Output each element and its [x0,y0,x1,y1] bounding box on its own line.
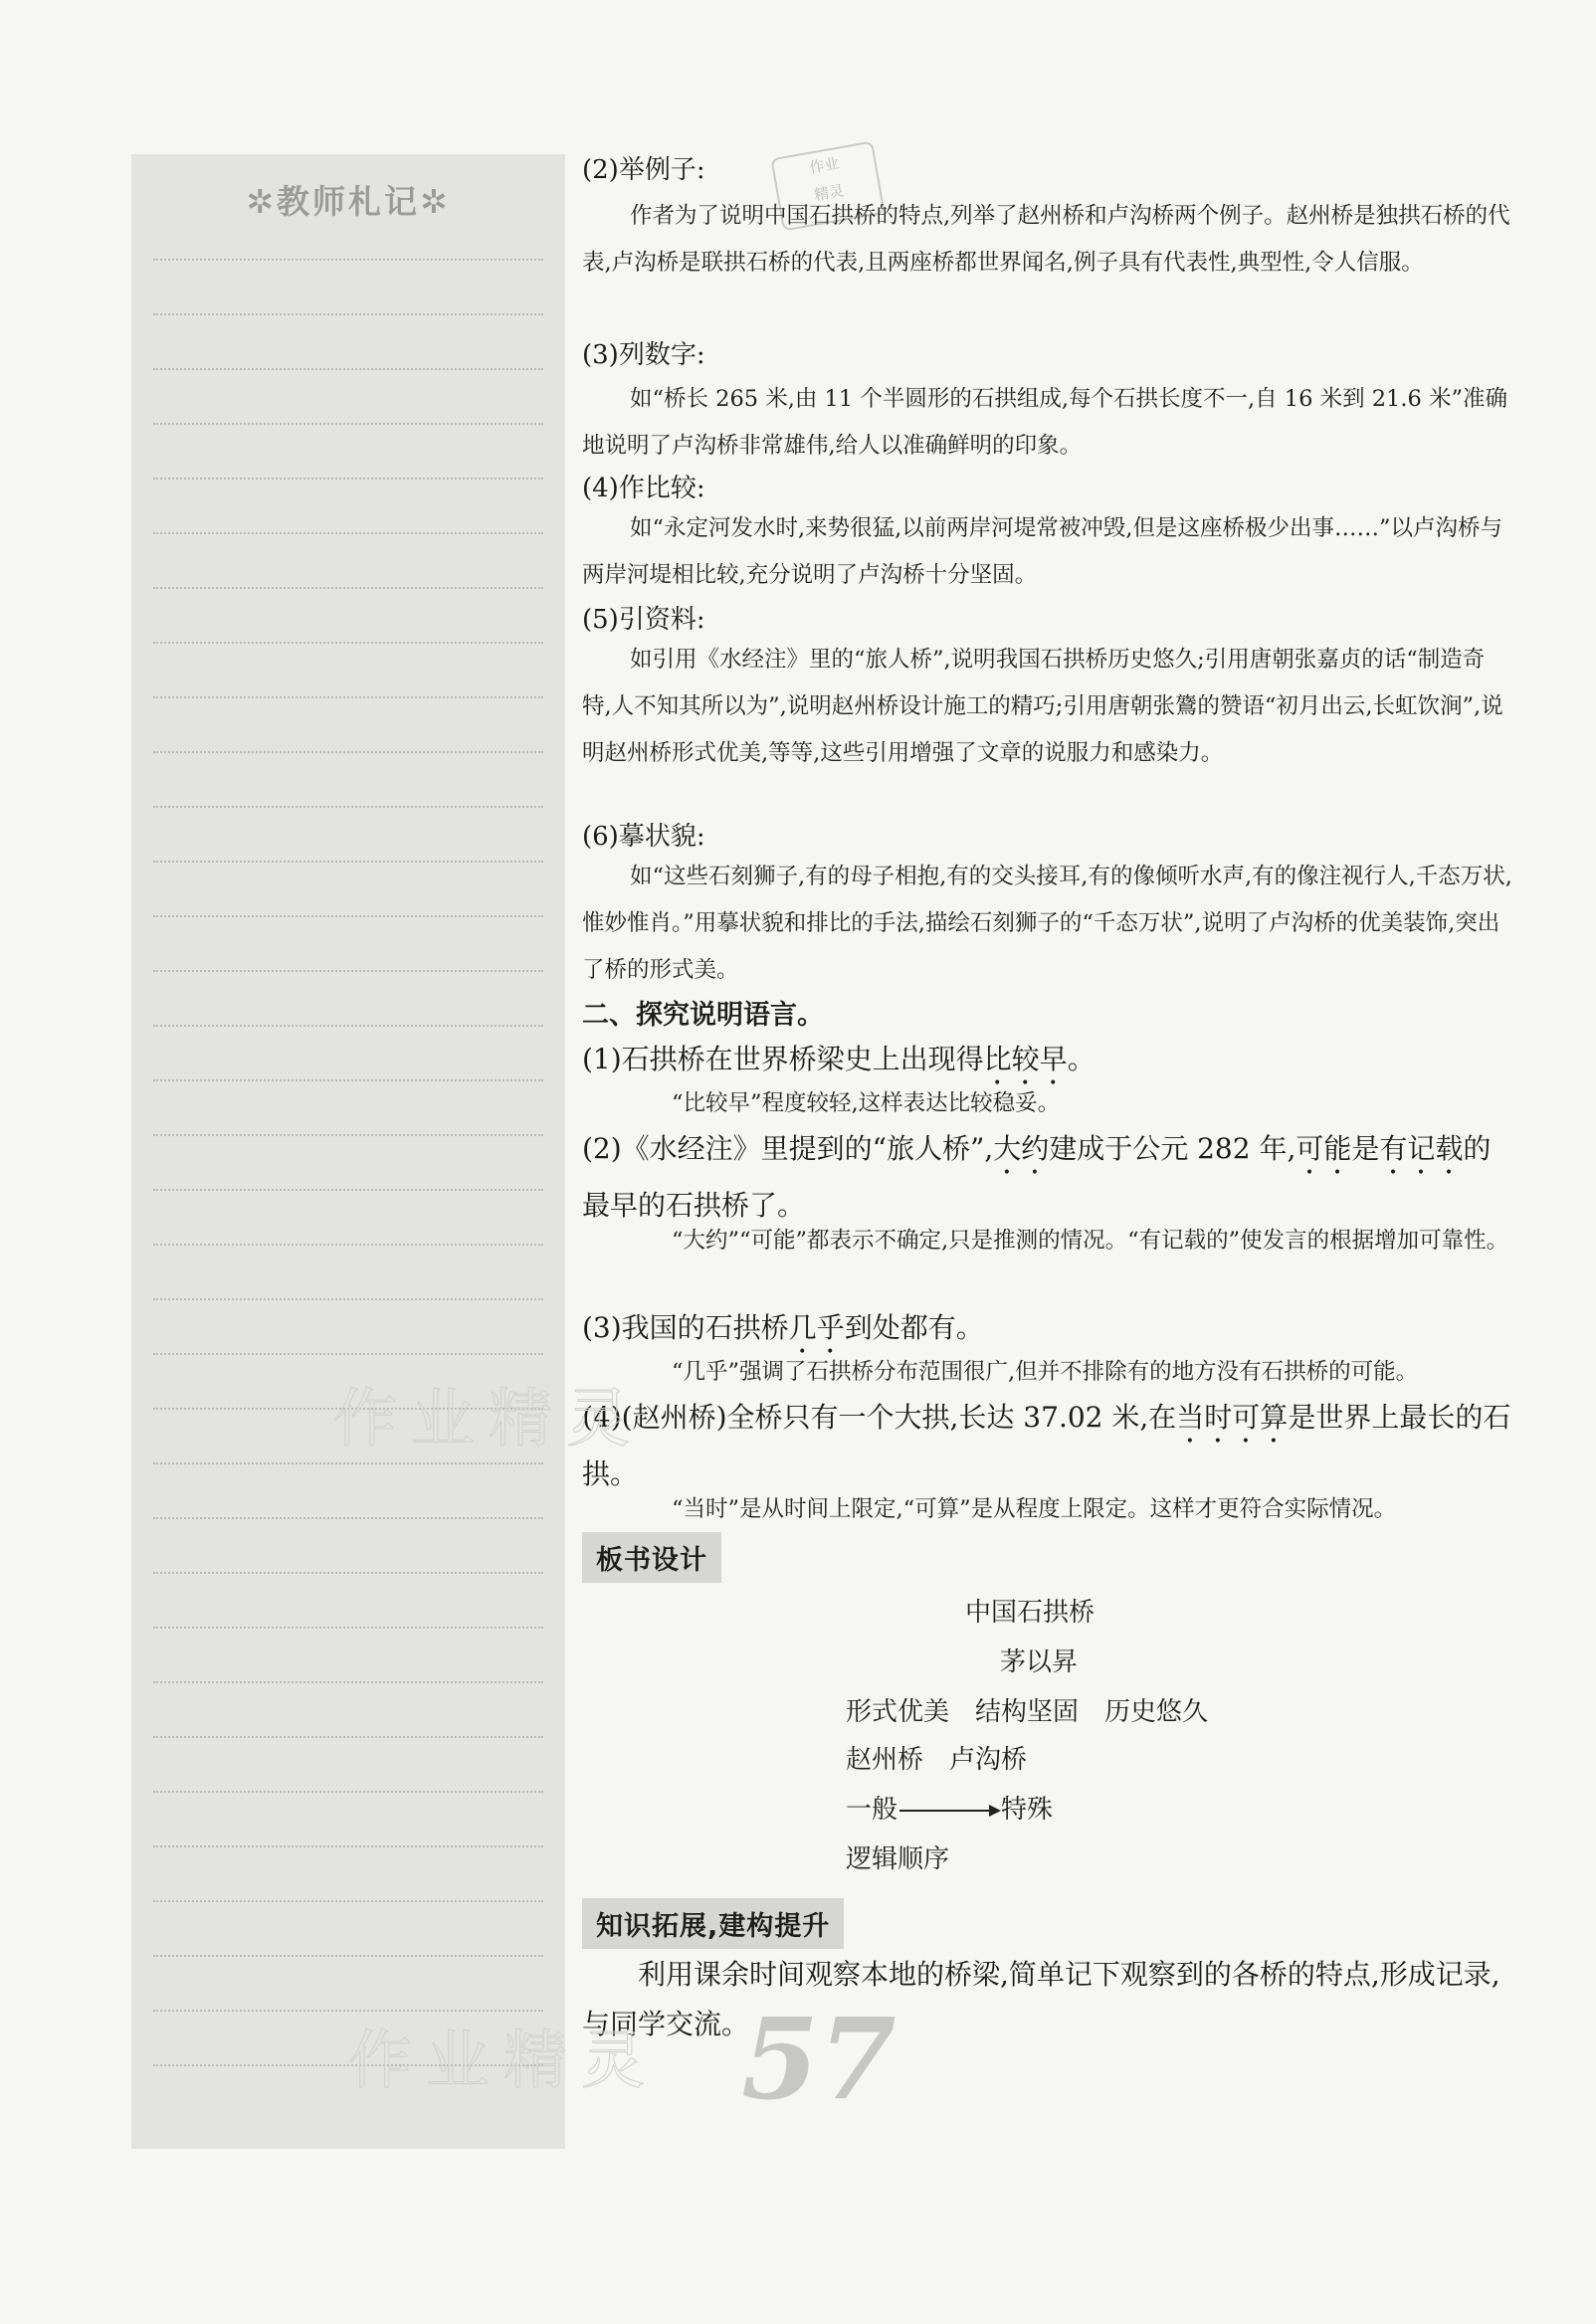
item-text: 如“桥长 265 米,由 11 个半圆形的石拱组成,每个石拱长度不一,自 16 米到 21.6 米”准确地说明了卢沟桥非常雄伟,给人以准确鲜明的印象。 [582,386,1507,459]
item-label: (6)摹状貌: [582,822,705,852]
item-text: 如“这些石刻狮子,有的母子相抱,有的交头接耳,有的像倾听水声,有的像注视行人,千态万状,惟妙惟肖。”用摹状貌和排比的手法,描绘石刻狮子的“千态万状”,说明了卢沟桥的优美装饰,突出了桥的形式美。 [582,864,1512,983]
sidebar-title: ✲教师札记✲ [246,182,451,221]
note-line [153,368,543,370]
item-label: (4)作比较: [582,474,705,503]
example-note: “大约”“可能”都表示不确定,只是推测的情况。“有记载的”使发言的根据增加可靠性。 [672,1228,1509,1254]
board-title: 中国石拱桥 [965,1598,1096,1628]
board-line: 逻辑顺序 [846,1844,950,1874]
watermark: 作业精灵 [348,2025,659,2098]
item-text: 如“永定河发水时,来势很猛,以前两岸河堤常被冲毁,但是这座桥极少出事……”以卢沟桥与两岸河堤相比较,充分说明了卢沟桥十分坚固。 [582,515,1502,588]
note-line [153,1791,543,1793]
item-label: (2)举例子: [582,155,705,185]
stamp-seal: 作业 精灵 [770,141,885,232]
example-sentence: (2)《水经注》里提到的“旅人桥”,大约建成于公元 282 年,可能是有记载的最早的石拱桥了。 [582,1132,1492,1222]
note-line [153,1681,543,1683]
note-line [153,1736,543,1738]
item-label: (5)引资料: [582,605,705,635]
note-line [153,751,543,753]
note-line [153,1627,543,1629]
note-line [153,1079,543,1081]
board-author: 茅以昇 [1000,1647,1079,1677]
note-line [153,478,543,480]
note-line [153,1025,543,1027]
note-line [153,1900,543,1902]
example-note: “当时”是从时间上限定,“可算”是从程度上限定。这样才更符合实际情况。 [672,1496,1397,1522]
note-line [153,642,543,644]
item-text: 如引用《水经注》里的“旅人桥”,说明我国石拱桥历史悠久;引用唐朝张嘉贞的话“制造奇特,人不知其所以为”,说明赵州桥设计施工的精巧;引用唐朝张鷟的赞语“初月出云,长虹饮涧”,说明赵州桥形式优美,等等,这些引用增强了文章的说服力和感染力。 [582,647,1503,766]
page-number: 57 [741,1995,897,2125]
note-line [153,1572,543,1574]
item-label: (3)列数字: [582,340,705,370]
extension-text: 利用课余时间观察本地的桥梁,简单记下观察到的各桥的特点,形成记录,与同学交流。 [582,1958,1500,2040]
example-note: “几乎”强调了石拱桥分布范围很广,但并不排除有的地方没有石拱桥的可能。 [672,1359,1419,1385]
note-line [153,259,543,261]
note-line [153,423,543,425]
board-line: 形式优美 结构坚固 历史悠久 [846,1697,1209,1727]
note-line [153,1462,543,1464]
note-line [153,532,543,534]
note-line [153,1845,543,1847]
teacher-notes-sidebar [131,154,565,2149]
note-line [153,861,543,863]
note-line [153,696,543,698]
note-line [153,1298,543,1300]
note-line [153,1134,543,1136]
note-line [153,1353,543,1355]
note-line [153,587,543,589]
example-sentence: (4)(赵州桥)全桥只有一个大拱,长达 37.02 米,在当时可算是世界上最长的石拱。 [582,1401,1511,1490]
example-sentence: (1)石拱桥在世界桥梁史上出现得比较早。 [582,1043,1096,1075]
section-heading: 二、探究说明语言。 [582,1000,824,1031]
board-line: 一般 特殊 [846,1795,1054,1825]
watermark: 作业精灵 [333,1383,644,1456]
note-line [153,1189,543,1191]
extension-label: 知识拓展,建构提升 [582,1898,844,1949]
item-text: 作者为了说明中国石拱桥的特点,列举了赵州桥和卢沟桥两个例子。赵州桥是独拱石桥的代表,卢沟桥是联拱石桥的代表,且两座桥都世界闻名,例子具有代表性,典型性,令人信服。 [582,203,1510,276]
board-design-label: 板书设计 [582,1532,721,1583]
note-line [153,313,543,315]
note-line [153,806,543,808]
note-line [153,1955,543,1957]
note-line [153,1244,543,1246]
note-line [153,970,543,972]
arrow-icon [899,1810,999,1812]
note-line [153,1517,543,1519]
example-sentence: (3)我国的石拱桥几乎到处都有。 [582,1311,984,1344]
note-line [153,915,543,917]
board-line: 赵州桥 卢沟桥 [846,1745,1028,1775]
example-note: “比较早”程度较轻,这样表达比较稳妥。 [672,1090,1061,1116]
